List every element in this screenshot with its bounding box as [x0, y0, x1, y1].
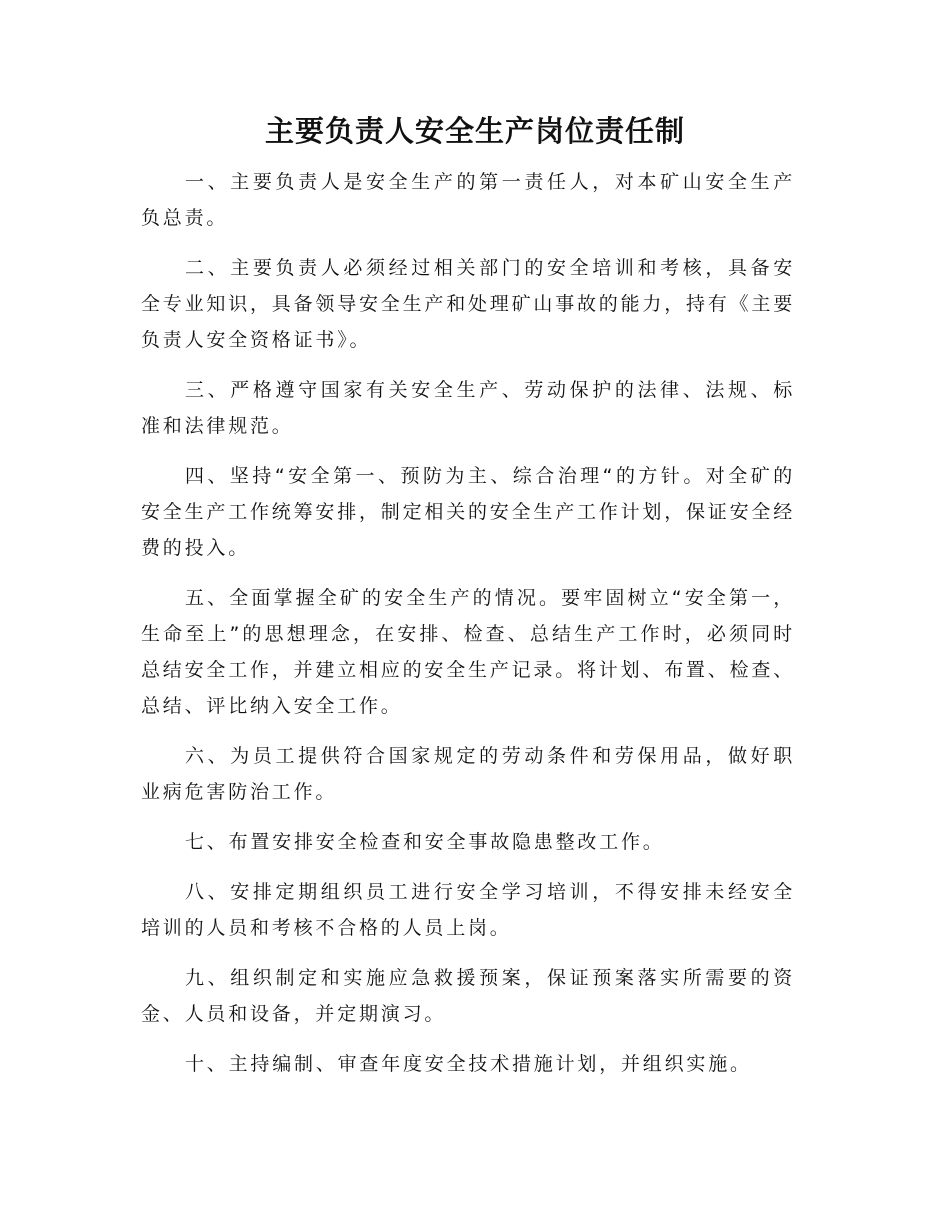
- document-title: 主要负责人安全生产岗位责任制: [264, 114, 685, 148]
- document-body: [141, 164, 795, 1096]
- paragraph-9: 九、组织制定和实施应急救援预案，保证预案落实所需要的资金、人员和设备，并定期演习。: [141, 967, 795, 1025]
- paragraph-1: 一、主要负责人是安全生产的第一责任人，对本矿山安全生产负总责。: [141, 171, 795, 229]
- paragraph-8: 八、安排定期组织员工进行安全学习培训，不得安排未经安全培训的人员和考核不合格的人员上岗。: [141, 881, 795, 939]
- paragraph-2: 二、主要负责人必须经过相关部门的安全培训和考核，具备安全专业知识，具备领导安全生产和处理矿山事故的能力，持有《主要负责人安全资格证书》。: [141, 257, 796, 351]
- paragraph-3: 三、严格遵守国家有关安全生产、劳动保护的法律、法规、标准和法律规范。: [141, 379, 795, 437]
- paragraph-5: 五、全面掌握全矿的安全生产的情况。要牢固树立“安全第一，生命至上”的思想理念，在安排、检查、总结生产工作时，必须同时总结安全工作，并建立相应的安全生产记录。将计划、布置、检查、总结、评比纳入安全工作。: [141, 587, 796, 717]
- paragraph-10: 十、主持编制、审查年度安全技术措施计划，并组织实施。: [185, 1053, 752, 1075]
- paragraph-4: 四、坚持“安全第一、预防为主、综合治理“的方针。对全矿的安全生产工作统筹安排，制定相关的安全生产工作计划，保证安全经费的投入。: [141, 465, 796, 559]
- paragraph-6: 六、为员工提供符合国家规定的劳动条件和劳保用品，做好职业病危害防治工作。: [141, 745, 795, 803]
- paragraph-7: 七、布置安排安全检查和安全事故隐患整改工作。: [185, 831, 665, 853]
